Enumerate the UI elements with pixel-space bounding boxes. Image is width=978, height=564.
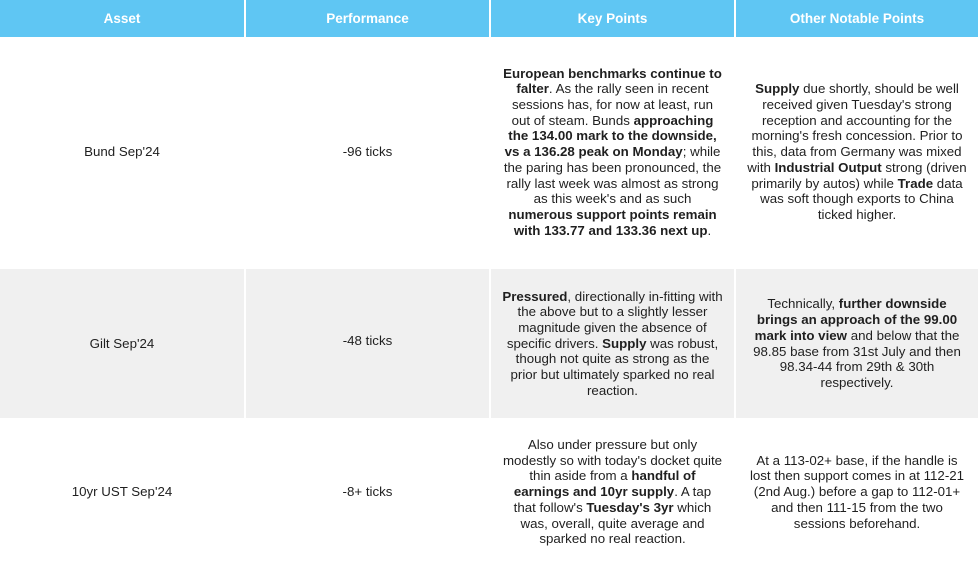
bold-text-segment: numerous support points remain with 133.77 and 133.36 next up — [508, 206, 717, 238]
text-segment: At a 113-02+ base, if the handle is lost then support comes in at 112-21 (2nd Aug.) before a gap to 112-01+ and then 111-15 from the two sessions beforehand. — [749, 452, 965, 531]
asset-cell: Bund Sep'24 — [0, 37, 245, 268]
text-segment: and below that the 98.85 base from 31st July and then 98.34-44 from 29th & 30th respectively. — [753, 327, 961, 390]
other-points-cell — [735, 419, 978, 564]
header-row — [0, 0, 978, 37]
header-performance: Performance — [245, 0, 490, 37]
table-row — [0, 37, 978, 268]
bold-text-segment: Trade — [897, 175, 934, 191]
text-segment: strong (driven primarily by autos) while — [751, 159, 967, 191]
bold-text-segment: further downside brings an approach of the 99.00 mark into view — [754, 296, 958, 343]
header-other-points: Other Notable Points — [735, 0, 978, 37]
text-segment: , directionally in-fitting with the above but to a slightly lesser magnitude given the absence of specific drivers. — [506, 288, 723, 351]
bold-text-segment: Industrial Output — [774, 159, 882, 175]
bold-text-segment: Supply — [755, 81, 800, 97]
text-segment: ; while the paring has been pronounced, the rally last week was almost as strong as this week's and as such — [503, 144, 722, 207]
bold-text-segment: approaching the 134.00 mark to the downside, vs a 136.28 peak on Monday — [504, 112, 717, 160]
header-key-points: Key Points — [490, 0, 735, 37]
bold-text-segment: Tuesday's 3yr — [586, 499, 674, 515]
performance-cell: -96 ticks — [245, 37, 490, 268]
table-body — [0, 37, 978, 564]
text-segment: . As the rally seen in recent sessions has, for now at least, run out of steam. Bunds — [511, 81, 714, 128]
text-segment: due shortly, should be well received given Tuesday's strong reception and accounting for the morning's fresh concession. Prior to this, data from Germany was mixed with — [747, 81, 963, 175]
performance-cell: -48 ticks — [245, 268, 490, 419]
text-segment: was robust, though not quite as strong as the prior but ultimately sparked no real reaction. — [510, 335, 719, 398]
other-points-cell — [735, 37, 978, 268]
key-points-cell — [490, 419, 735, 564]
bold-text-segment: European benchmarks continue to falter — [503, 65, 722, 97]
key-points-cell — [490, 37, 735, 268]
text-segment: . A tap that follow's — [513, 484, 712, 515]
performance-cell: -8+ ticks — [245, 419, 490, 564]
asset-cell: Gilt Sep'24 — [0, 268, 245, 419]
bold-text-segment: handful of earnings and 10yr supply — [513, 468, 696, 500]
asset-cell: 10yr UST Sep'24 — [0, 419, 245, 564]
text-segment: data was soft though exports to China ticked higher. — [760, 175, 963, 222]
table-header — [0, 0, 978, 37]
bold-text-segment: Supply — [602, 335, 647, 351]
other-points-cell — [735, 268, 978, 419]
key-points-cell — [490, 268, 735, 419]
bold-text-segment: Pressured — [502, 288, 568, 304]
table-row — [0, 419, 978, 564]
header-asset: Asset — [0, 0, 245, 37]
text-segment: Technically, — [767, 296, 839, 312]
text-segment: Also under pressure but only modestly so with today's docket quite thin aside from a — [502, 437, 723, 484]
table-row — [0, 268, 978, 419]
text-segment: . — [707, 222, 712, 238]
text-segment: which was, overall, quite average and sparked no real reaction. — [520, 499, 712, 547]
